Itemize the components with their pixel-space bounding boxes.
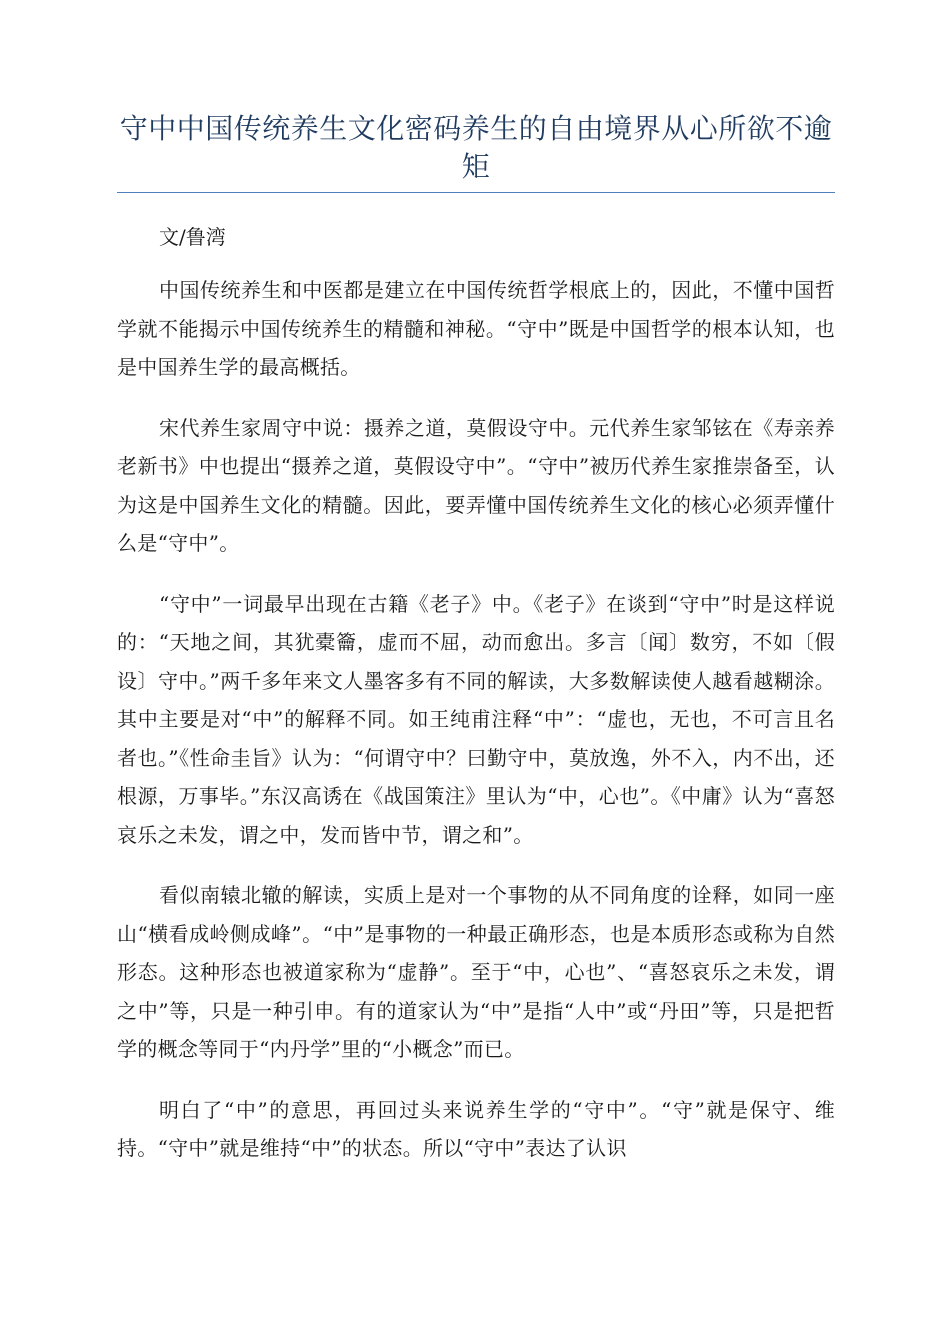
- paragraph: “守中”一词最早出现在古籍《老子》中。《老子》在谈到“守中”时是这样说的：“天地之间，其犹橐籥，虚而不屈，动而愈出。多言〔闻〕数穷，不如〔假设〕守中。”两千多年来文人墨客多有不同的解读，大多数解读使人越看越糊涂。其中主要是对“中”的解释不同。如王纯甫注释“中”：“虚也，无也，不可言且名者也。”《性命圭旨》认为：“何谓守中？曰勤守中，莫放逸，外不入，内不出，还根源，万事毕。”东汉高诱在《战国策注》里认为“中，心也”。《中庸》认为“喜怒哀乐之未发，谓之中，发而皆中节，谓之和”。: [117, 591, 835, 847]
- author-line: 文/鲁湾: [159, 225, 226, 249]
- title-underline: [117, 192, 835, 193]
- paragraph: 宋代养生家周守中说：摄养之道，莫假设守中。元代养生家邹铉在《寿亲养老新书》中也提出“摄养之道，莫假设守中”。“守中”被历代养生家推崇备至，认为这是中国养生文化的精髓。因此，要弄懂中国传统养生文化的核心必须弄懂什么是“守中”。: [117, 415, 835, 555]
- paragraph: 看似南辕北辙的解读，实质上是对一个事物的从不同角度的诠释，如同一座山“横看成岭侧成峰”。“中”是事物的一种最正确形态，也是本质形态或称为自然形态。这种形态也被道家称为“虚静”。至于“中，心也”、“喜怒哀乐之未发，谓之中”等，只是一种引申。有的道家认为“中”是指“人中”或“丹田”等，只是把哲学的概念等同于“内丹学”里的“小概念”而已。: [117, 883, 835, 1061]
- document-page: [117, 110, 835, 1168]
- paragraph: 明白了“中”的意思，再回过头来说养生学的“守中”。“守”就是保守、维持。“守中”就是维持“中”的状态。所以“守中”表达了认识: [117, 1097, 835, 1160]
- paragraph: 中国传统养生和中医都是建立在中国传统哲学根底上的，因此，不懂中国哲学就不能揭示中国传统养生的精髓和神秘。“守中”既是中国哲学的根本认知，也是中国养生学的最高概括。: [117, 278, 835, 379]
- document-title: 守中中国传统养生文化密码养生的自由境界从心所欲不逾矩: [119, 112, 833, 183]
